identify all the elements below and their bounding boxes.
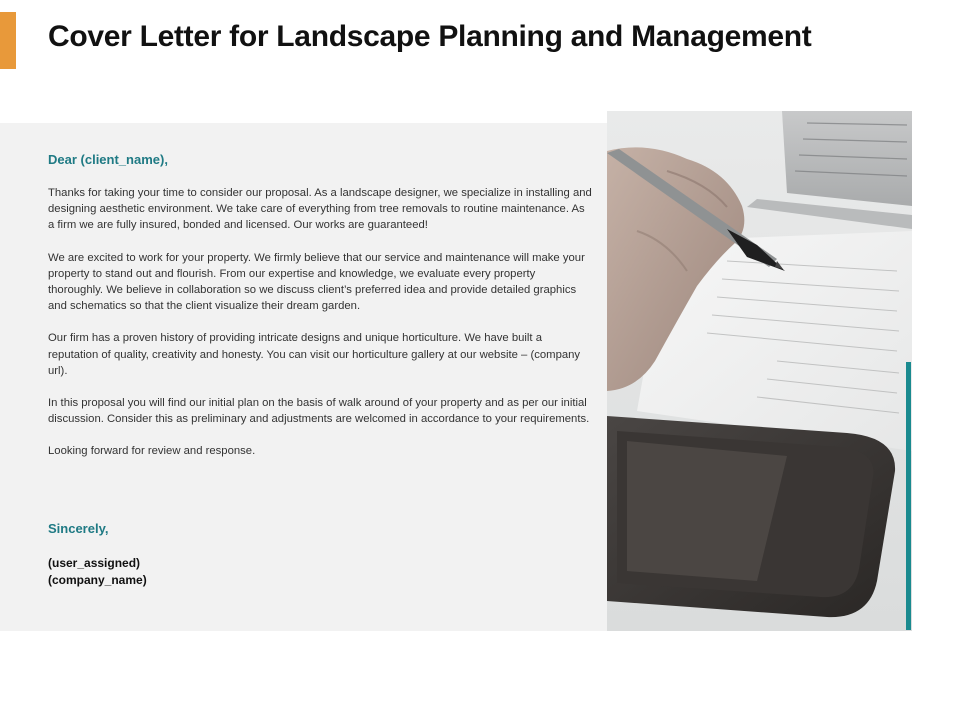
- letter-panel: [0, 123, 607, 631]
- letter-paragraph-2: We are excited to work for your property. We firmly believe that our service and maintenance will make your property to stand out and flourish. From our expertise and knowledge, we evaluate every property thoroughly. We believe in collaboration so we discuss client’s preferred idea and provide detailed graphics and schematics so that the client visualize their dream garden.: [48, 251, 585, 313]
- title-accent-bar: [0, 12, 16, 69]
- letter-paragraph-4: In this proposal you will find our initial plan on the basis of walk around of your property and as per our initial discussion. Consider this as preliminary and adjustments are welcomed in accordance to your requirements.: [48, 397, 590, 426]
- letter-paragraph-1: Thanks for taking your time to consider our proposal. As a landscape designer, we specialize in installing and designing aesthetic environment. We take care of everything from tree removals to routine maintenance. As a firm we are fully insured, bonded and licensed. Our works are guaranteed!: [48, 187, 592, 232]
- slide-title: Cover Letter for Landscape Planning and Management: [48, 20, 812, 53]
- signature-user: (user_assigned): [48, 556, 141, 570]
- signature-company: (company_name): [48, 573, 147, 587]
- letter-paragraph-3: Our firm has a proven history of providing intricate designs and unique horticulture. We have built a reputation of quality, creativity and honesty. You can visit our horticulture gallery at our website – (company url).: [48, 332, 581, 377]
- letter-salutation: Dear (client_name),: [48, 152, 168, 167]
- hand-writing-photo: [607, 111, 912, 631]
- letter-closing: Sincerely,: [48, 521, 109, 536]
- teal-accent-line: [906, 362, 911, 630]
- letter-paragraph-5: Looking forward for review and response.: [48, 445, 256, 458]
- letter-body: [48, 185, 593, 476]
